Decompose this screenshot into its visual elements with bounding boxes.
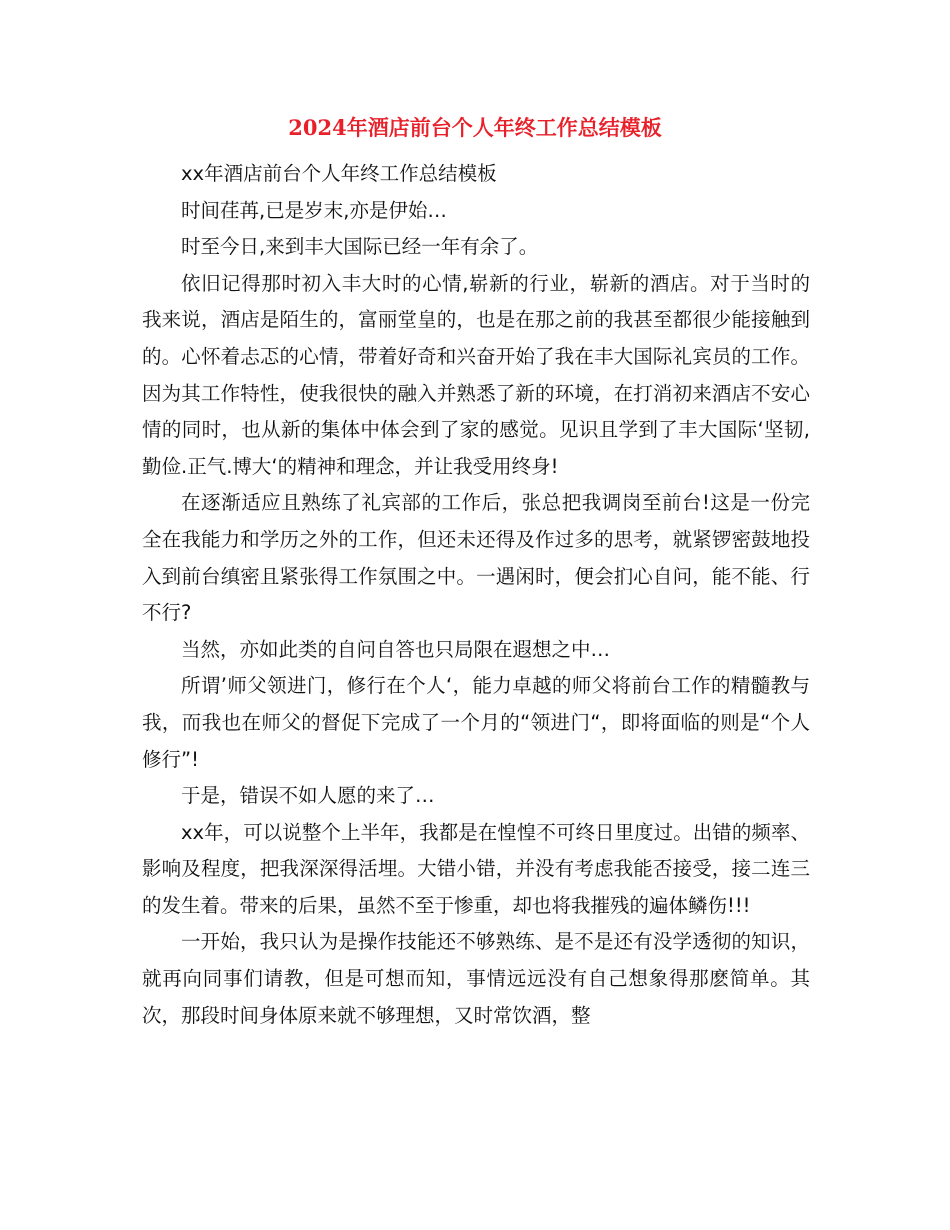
paragraph: 在逐渐适应且熟练了礼宾部的工作后，张总把我调岗至前台!这是一份完全在我能力和学历之外的工作，但还未还得及作过多的思考，就紧锣密鼓地投入到前台缜密且紧张得工作氛围之中。一遇闲时，便会扪心自问，能不能、行不行? (142, 491, 810, 625)
paragraph: 依旧记得那时初入丰大时的心情,崭新的行业，崭新的酒店。对于当时的我来说，酒店是陌生的，富丽堂皇的，也是在那之前的我甚至都很少能接触到的。心怀着忐忑的心情，带着好奇和兴奋开始了我在丰大国际礼宾员的工作。因为其工作特性，使我很快的融入并熟悉了新的环境，在打消初来酒店不安心情的同时，也从新的集体中体会到了家的感觉。见识且学到了丰大国际‘坚韧,勤俭.正气.博大‘的精神和理念，并让我受用终身! (142, 271, 810, 478)
document-body (142, 156, 810, 1034)
paragraph: 时至今日,来到丰大国际已经一年有余了。 (181, 235, 539, 259)
paragraph: 一开始，我只认为是操作技能还不够熟练、是不是还有没学透彻的知识，就再向同事们请教，但是可想而知，事情远远没有自己想象得那麽简单。其次，那段时间身体原来就不够理想，又时常饮酒，整 (142, 930, 810, 1027)
paragraph: 所谓’师父领进门，修行在个人‘，能力卓越的师父将前台工作的精髓教与我，而我也在师父的督促下完成了一个月的“领进门“，即将面临的则是“个人修行”! (142, 674, 810, 771)
paragraph: xx年，可以说整个上半年，我都是在惶惶不可终日里度过。出错的频率、影响及程度，把我深深得活埋。大错小错，并没有考虑我能否接受，接二连三的发生着。带来的后果，虽然不至于惨重，却也将我摧残的遍体鳞伤!!! (142, 820, 810, 917)
paragraph: 于是，错误不如人愿的来了… (181, 784, 435, 808)
document-title: 2024年酒店前台个人年终工作总结模板 (288, 115, 662, 140)
paragraph: 当然，亦如此类的自问自答也只局限在遐想之中… (181, 637, 611, 661)
paragraph-subtitle: xx年酒店前台个人年终工作总结模板 (181, 162, 497, 185)
paragraph: 时间荏苒,已是岁末,亦是伊始… (181, 198, 447, 222)
